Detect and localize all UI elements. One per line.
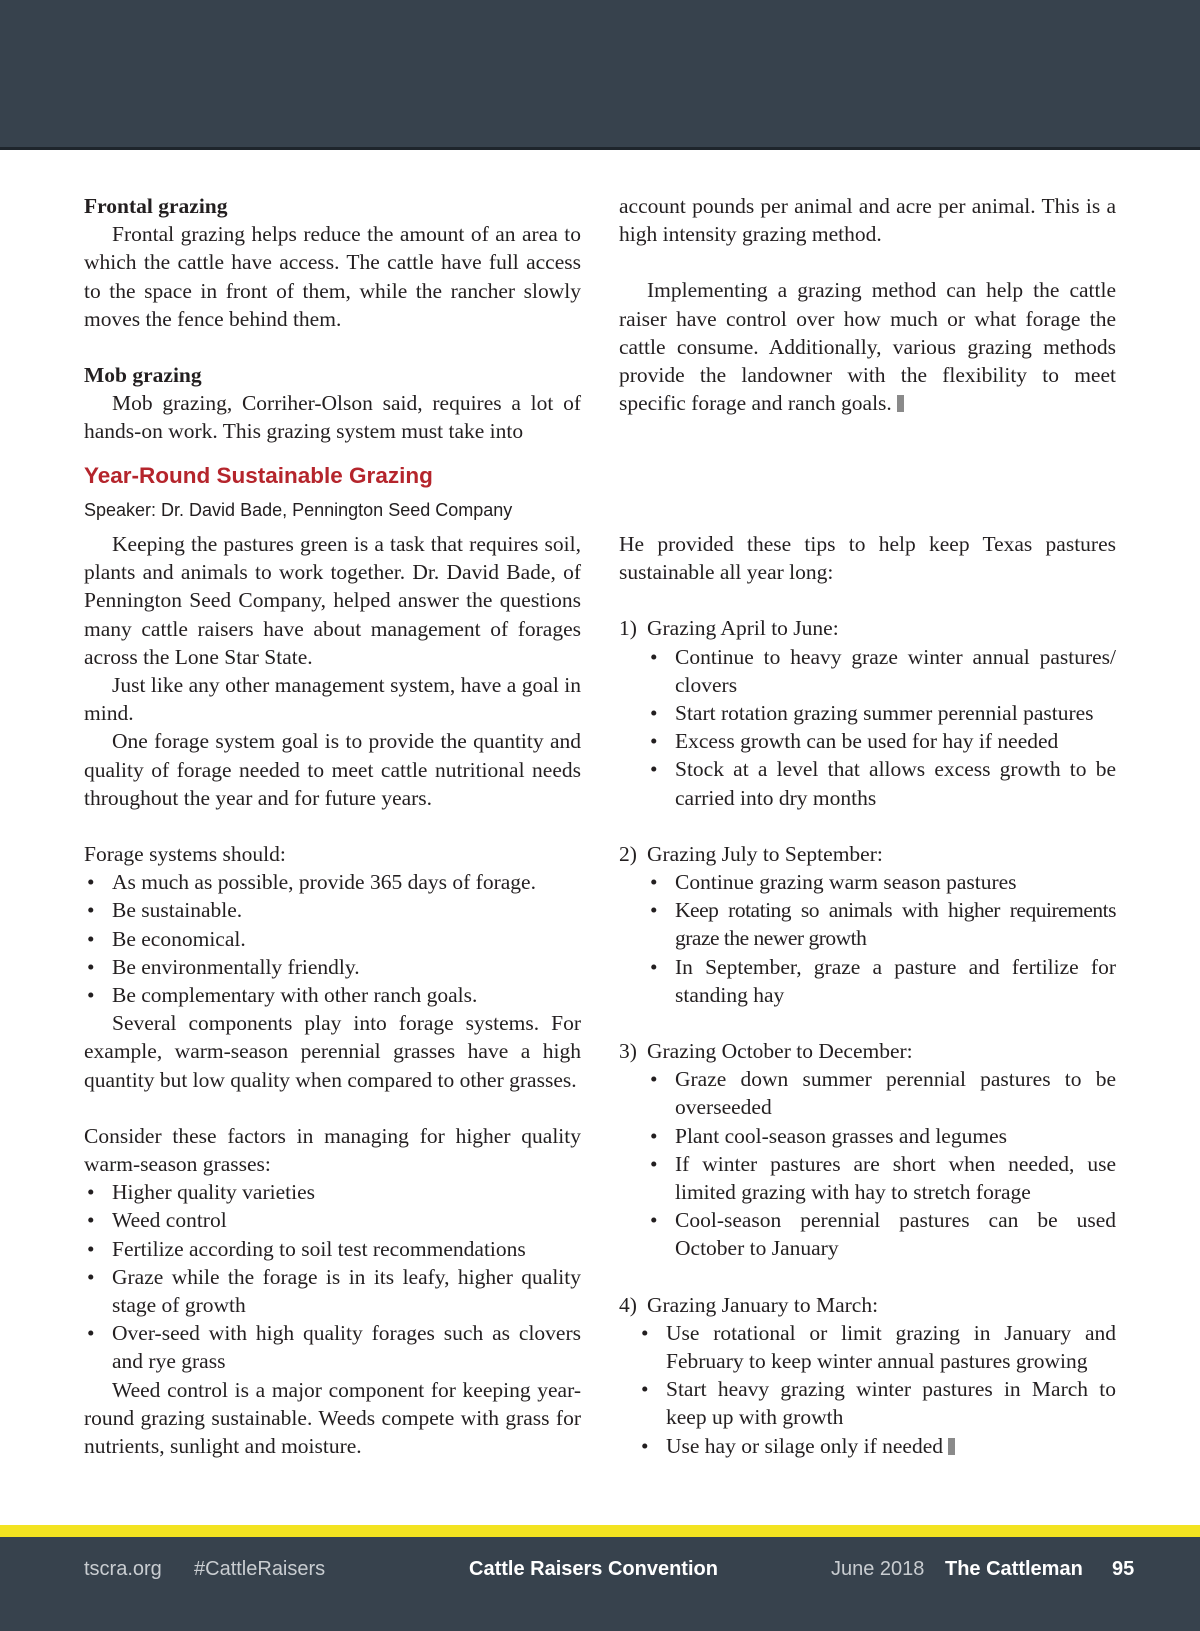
footer-convention: Cattle Raisers Convention [469,1558,718,1580]
footer-website: tscra.org [84,1558,162,1580]
list-item: • Fertilize according to soil test recommendations [84,1235,581,1263]
intro-paragraph: Keeping the pastures green is a task that requires soil, plants and animals to work together. Dr. David Bade, of Pennington Seed Company, helped answer the questions many cattle raisers have about management of forages across the Lone Star State. [84,532,581,669]
list-item: • Graze down summer perennial pastures to be overseeded [647,1065,1116,1121]
components-paragraph: Several components play into forage systems. For example, warm-season perennial grasses have a high quantity but low quality when compared to other grasses. [84,1011,581,1092]
goal-paragraph: Just like any other management system, have a goal in mind. [84,673,581,726]
list-item: • As much as possible, provide 365 days of forage. [84,868,581,896]
tip-list-3 [619,1065,1116,1262]
implementing-text: Implementing a grazing method can help the cattle raiser have control over how much or what forage the cattle consume. Additionally, various grazing methods provide the landowner with the flexibility to meet specific forage and ranch goals. [619,278,1116,416]
footer-date: June 2018 [831,1558,925,1580]
weed-control-paragraph: Weed control is a major component for keeping year-round grazing sustainable. Weeds compete with grass for nutrients, sunlight and moisture. [84,1377,581,1459]
upper-left-column [84,192,581,446]
footer-hashtag: #CattleRaisers [194,1558,326,1580]
list-item: • Start rotation grazing summer perennial pastures [647,699,1116,727]
tip-heading-2: 2) Grazing July to September: [619,841,883,866]
footer-yellow-rule [0,1525,1200,1537]
end-mark-icon [897,395,904,412]
systems-intro: Forage systems should: [84,842,286,867]
list-item: • Higher quality varieties [84,1178,581,1206]
list-item: • Excess growth can be used for hay if needed [647,727,1116,755]
header-band-edge [0,147,1200,150]
lower-left-column [84,530,581,1460]
list-item: • Stock at a level that allows excess growth to be carried into dry months [647,755,1116,811]
mob-grazing-text: Mob grazing, Corriher-Olson said, requires a lot of hands-on work. This grazing system must take into [84,391,581,444]
list-item: • Use rotational or limit grazing in January and February to keep winter annual pastures growing [638,1319,1116,1375]
list-item [638,1432,1116,1460]
header-band [0,0,1200,150]
list-item: • Weed control [84,1206,581,1234]
list-item: • If winter pastures are short when needed, use limited grazing with hay to stretch forage [647,1150,1116,1206]
list-item: • Be complementary with other ranch goals. [84,981,581,1009]
list-item: • Over-seed with high quality forages such as clovers and rye grass [84,1319,581,1375]
list-item-text: Use hay or silage only if needed [666,1433,944,1458]
tip-list-4 [619,1319,1116,1460]
end-mark-icon [948,1438,955,1455]
tip-list-1 [619,643,1116,812]
tip-heading-4: 4) Grazing January to March: [619,1292,879,1317]
tips-intro: He provided these tips to help keep Texas pastures sustainable all year long: [619,532,1116,585]
implementing-paragraph [619,276,1116,417]
factors-list [84,1178,581,1375]
list-item: • Start heavy grazing winter pastures in March to keep up with growth [638,1375,1116,1431]
list-item: • Be economical. [84,925,581,953]
section-title: Year-Round Sustainable Grazing [84,463,433,488]
footer-magazine: The Cattleman [945,1558,1083,1580]
mob-grazing-continued: account pounds per animal and acre per animal. This is a high intensity grazing method. [619,194,1116,247]
list-item: • Continue to heavy graze winter annual pastures/ clovers [647,643,1116,699]
factors-intro: Consider these factors in managing for higher quality warm-season grasses: [84,1123,581,1177]
upper-right-column [619,192,1116,417]
mob-grazing-heading: Mob grazing [84,363,202,388]
tip-heading-3: 3) Grazing October to December: [619,1039,913,1064]
lower-right-column [619,530,1116,1460]
page-footer [0,1537,1200,1631]
tip-list-2 [619,868,1116,1009]
list-item: • Keep rotating so animals with higher requirements graze the newer growth [647,896,1116,952]
footer-page-number: 95 [1112,1558,1135,1580]
list-item: • Be environmentally friendly. [84,953,581,981]
list-item: • Cool-season perennial pastures can be used October to January [647,1206,1116,1262]
list-item: • Continue grazing warm season pastures [647,868,1116,896]
list-item: • Be sustainable. [84,896,581,924]
list-item: • Graze while the forage is in its leafy, higher quality stage of growth [84,1263,581,1319]
frontal-grazing-heading: Frontal grazing [84,194,228,218]
speaker-line: Speaker: Dr. David Bade, Pennington Seed Company [84,500,513,520]
forage-goal-paragraph: One forage system goal is to provide the quantity and quality of forage needed to meet cattle nutritional needs throughout the year and for future years. [84,729,581,810]
list-item: • Plant cool-season grasses and legumes [647,1122,1116,1150]
list-item: • In September, graze a pasture and fertilize for standing hay [647,953,1116,1009]
frontal-grazing-text: Frontal grazing helps reduce the amount of an area to which the cattle have access. The cattle have full access to the space in front of them, while the rancher slowly moves the fence behind them. [84,222,581,331]
tip-heading-1: 1) Grazing April to June: [619,616,839,641]
forage-systems-list [84,868,581,1009]
